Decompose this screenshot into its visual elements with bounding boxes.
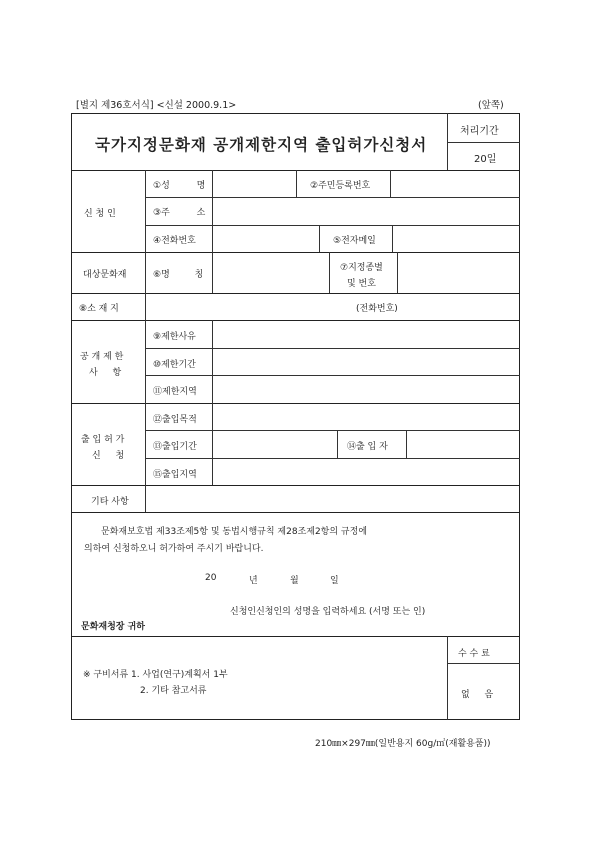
access-person-field[interactable] xyxy=(408,432,518,456)
email-field[interactable] xyxy=(394,227,518,250)
location-field[interactable] xyxy=(147,295,347,318)
access-section-sublabel: 신 청 xyxy=(92,451,131,461)
phone-field[interactable] xyxy=(214,227,317,250)
access-period-field[interactable] xyxy=(214,432,335,456)
access-person-label: ⑭출 입 자 xyxy=(347,442,388,452)
heritage-title-label: ⑥명 칭 xyxy=(153,270,204,280)
date-year-prefix: 20 xyxy=(205,573,217,583)
fee-label: 수 수 료 xyxy=(458,649,490,659)
restriction-period-label: ⑩제한기간 xyxy=(153,360,196,370)
address-field[interactable] xyxy=(214,199,518,223)
designation-number-label: 및 번호 xyxy=(347,279,376,289)
date-year-unit: 년 xyxy=(249,576,258,586)
access-purpose-field[interactable] xyxy=(214,405,518,428)
designation-field[interactable] xyxy=(399,254,518,291)
access-area-label: ⑮출입지역 xyxy=(153,470,197,480)
restriction-reason-field[interactable] xyxy=(214,322,518,346)
paper-spec: 210㎜×297㎜(일반용지 60g/㎡(재활용품)) xyxy=(315,739,491,749)
restriction-section-sublabel: 사 항 xyxy=(89,368,128,378)
restriction-area-field[interactable] xyxy=(214,377,518,401)
address-label: ③주 소 xyxy=(153,208,206,218)
statement-line-1: 문화재보호법 제33조제5항 및 동법시행규칙 제28조제2항의 규정에 xyxy=(101,527,368,537)
name-field[interactable] xyxy=(214,172,294,195)
addressee: 문화재청장 귀하 xyxy=(81,622,145,632)
restriction-period-field[interactable] xyxy=(214,350,518,373)
processing-period-label: 처리기간 xyxy=(460,126,499,137)
phone-label: ④전화번호 xyxy=(153,236,196,246)
date-day-unit: 일 xyxy=(330,576,339,586)
resident-number-field[interactable] xyxy=(392,172,518,195)
restriction-area-label: ⑪제한지역 xyxy=(153,387,197,397)
date-month-unit: 월 xyxy=(290,576,299,586)
location-label: ⑧소 재 지 xyxy=(79,304,119,314)
form-title: 국가지정문화재 공개제한지역 출입허가신청서 xyxy=(95,136,428,154)
form-number-label: [별지 제36호서식] <신설 2000.9.1> xyxy=(76,100,237,111)
processing-divider xyxy=(447,142,520,143)
access-purpose-label: ⑫출입목적 xyxy=(153,415,197,425)
restriction-section-label: 공 개 제 한 xyxy=(80,352,124,362)
other-notes-label: 기타 사항 xyxy=(91,497,129,507)
other-notes-field[interactable] xyxy=(147,487,518,510)
heritage-title-field[interactable] xyxy=(214,254,327,291)
required-docs-line-1: ※ 구비서류 1. 사업(연구)계획서 1부 xyxy=(83,670,228,680)
access-period-label: ⑬출입기간 xyxy=(153,442,197,452)
name-label: ①성 명 xyxy=(153,181,206,191)
statement-line-2: 의하여 신청하오니 허가하여 주시기 바랍니다. xyxy=(84,544,264,554)
applicant-section-label: 신 청 인 xyxy=(84,209,116,219)
signature-line: 신청인신청인의 성명을 입력하세요 (서명 또는 인) xyxy=(230,607,426,617)
page-side-label: (앞쪽) xyxy=(478,100,504,111)
restriction-reason-label: ⑨제한사유 xyxy=(153,332,196,342)
access-section-label: 출 입 허 가 xyxy=(81,435,125,445)
access-area-field[interactable] xyxy=(214,460,518,483)
resident-number-label: ②주민등록번호 xyxy=(310,181,371,191)
location-phone-note: (전화번호) xyxy=(356,304,398,314)
designation-type-label: ⑦지정종별 xyxy=(340,263,383,273)
processing-period-value: 20일 xyxy=(474,154,497,165)
fee-value: 없 음 xyxy=(461,690,500,700)
heritage-section-label: 대상문화재 xyxy=(83,270,127,280)
required-docs-line-2: 2. 기타 참고서류 xyxy=(140,686,207,696)
email-label: ⑤전자메일 xyxy=(333,236,376,246)
